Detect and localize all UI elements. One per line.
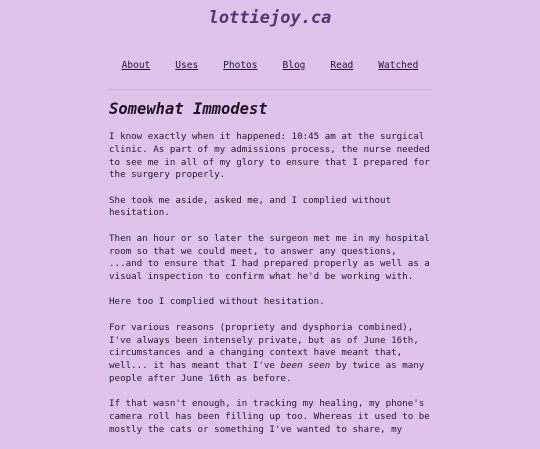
site-title-link[interactable]: lottiejoy.ca [208, 8, 332, 28]
nav-link-read[interactable]: Read [330, 60, 354, 71]
nav-link-blog[interactable]: Blog [282, 60, 306, 71]
paragraph-text: For various reasons (propriety and dysphoria combined), I've always been intensely private, but as of June 16th, circumstances and a changing context have meant that, well... it has meant that I've [109, 321, 419, 372]
nav-link-about[interactable]: About [121, 60, 151, 71]
post-title: Somewhat Immodest [109, 100, 268, 118]
paragraph-text: by twice as many people after June 16th as before. [109, 360, 425, 384]
post-body [109, 131, 435, 449]
nav-link-uses[interactable]: Uses [175, 60, 199, 71]
emphasis-text: been seen [280, 360, 331, 372]
post-paragraph: Here too I complied without hesitation. [109, 296, 325, 308]
nav-link-watched[interactable]: Watched [378, 60, 419, 71]
header-divider [108, 89, 432, 90]
post-paragraph: If that wasn't enough, in tracking my healing, my phone's camera roll has been filling up too. Whereas it used to be mostly the cats or something I've wanted to share, my [109, 398, 430, 435]
post-paragraph: Then an hour or so later the surgeon met me in my hospital room so that we could meet, to answer any questions, ...and to ensure that I had prepared properly as well as a visual inspection to confirm what he'd be working with. [109, 232, 430, 283]
post-paragraph: She took me aside, asked me, and I complied without hesitation. [109, 194, 392, 219]
nav-link-photos[interactable]: Photos [223, 60, 258, 71]
main-nav [0, 60, 540, 72]
post-paragraph [109, 322, 435, 386]
post-paragraph: I know exactly when it happened: 10:45 am at the surgical clinic. As part of my admissions process, the nurse needed to see me in all of my glory to ensure that I prepared for the surgery properly. [109, 131, 430, 181]
